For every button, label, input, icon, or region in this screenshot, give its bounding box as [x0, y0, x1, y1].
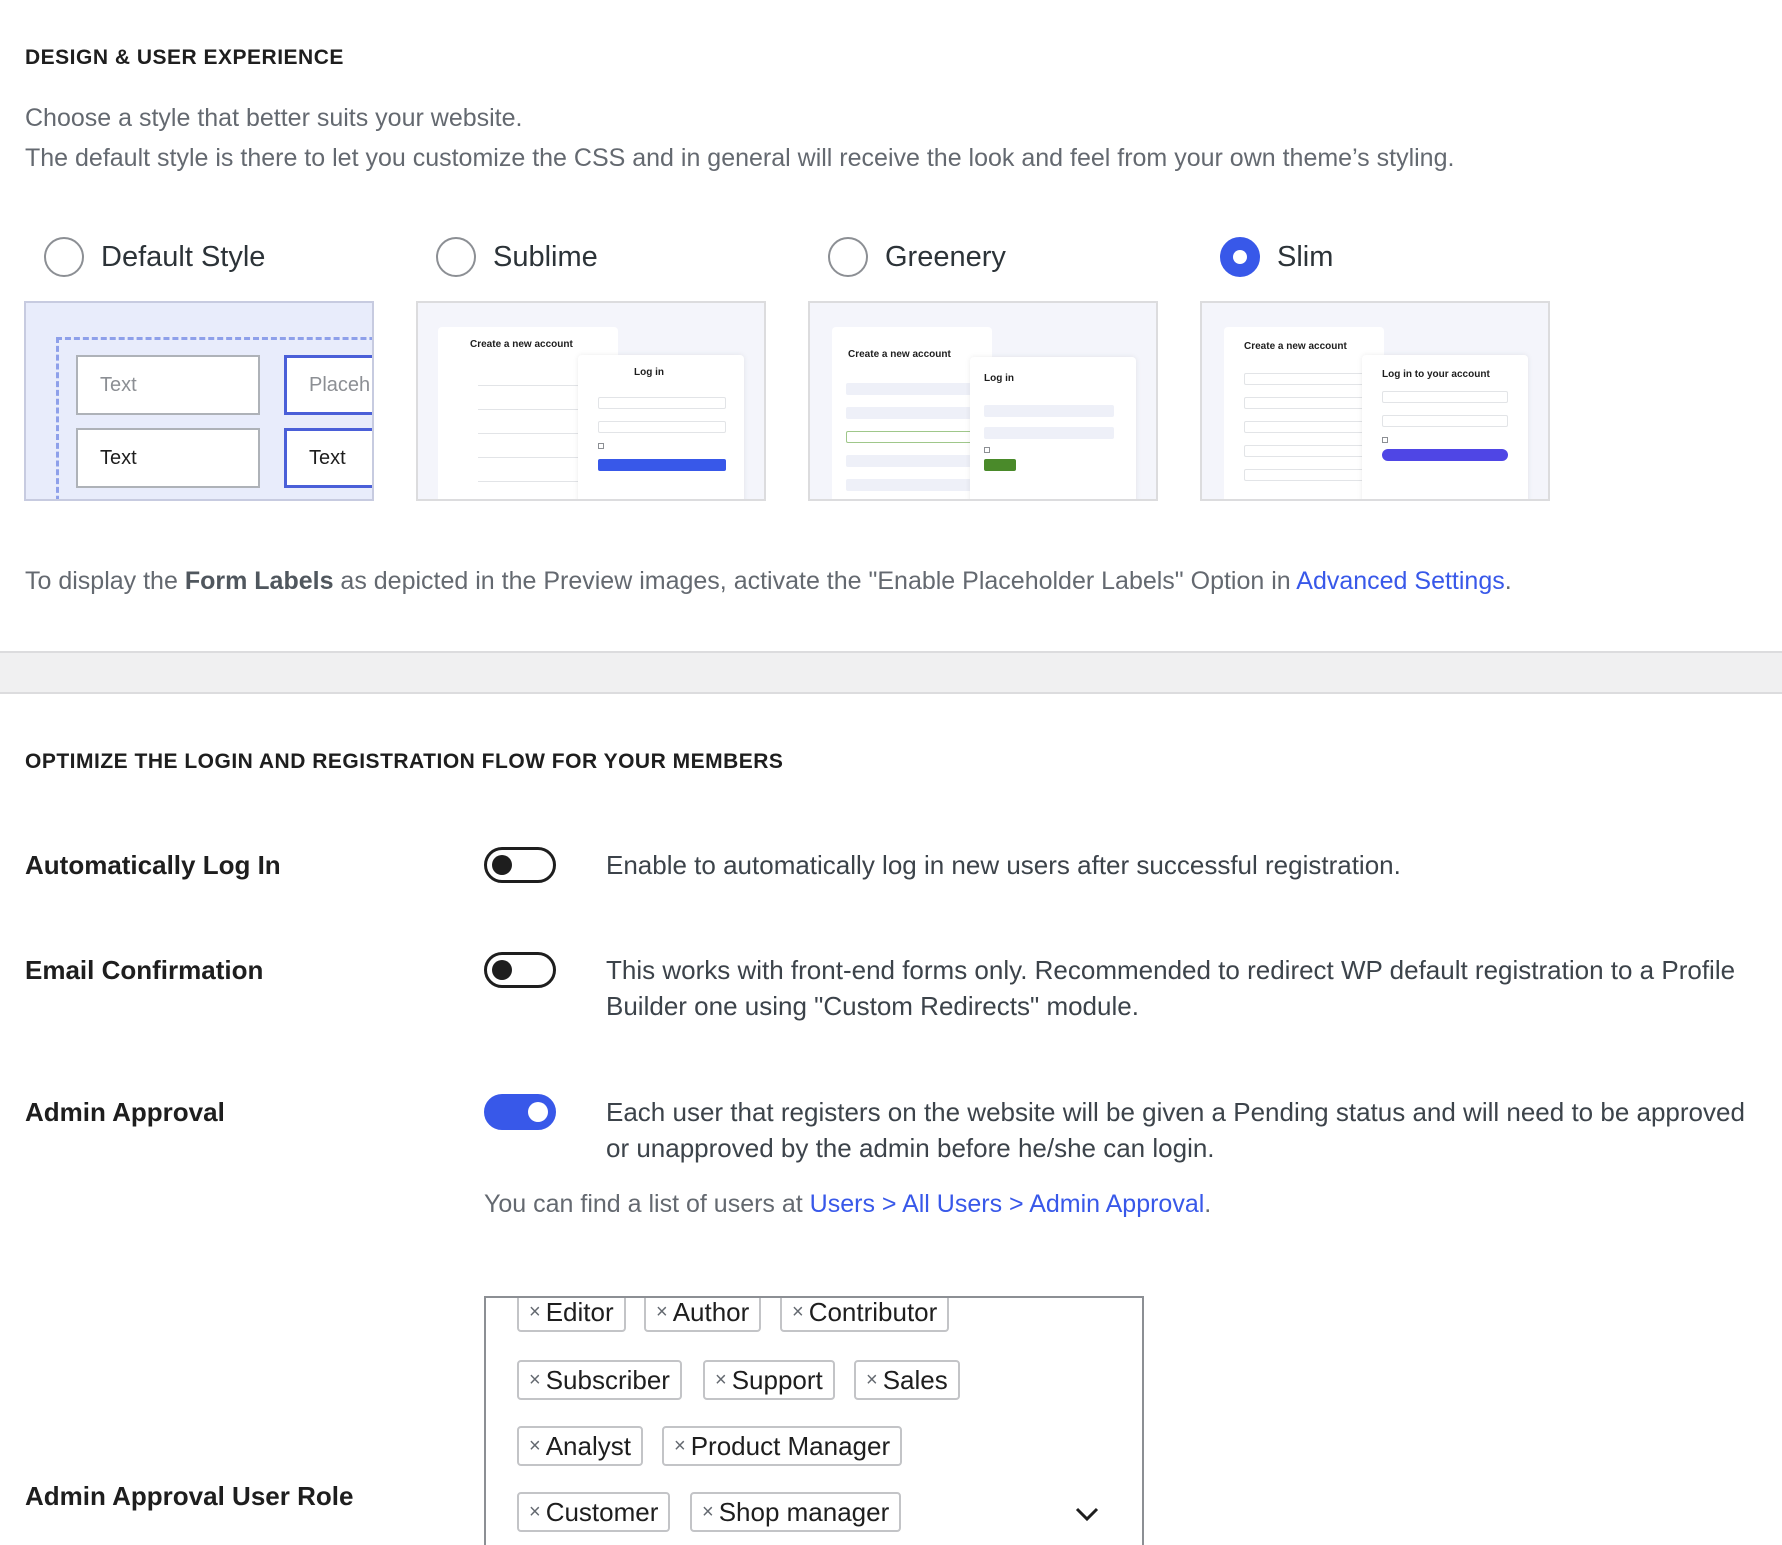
toggle-knob [492, 960, 512, 980]
style-option-label: Default Style [101, 240, 266, 273]
role-tag-label: Analyst [545, 1430, 631, 1461]
user-role-multiselect[interactable] [484, 1296, 1144, 1545]
preview-login-card [970, 357, 1136, 501]
preview-slim[interactable] [1200, 301, 1550, 501]
placeholder-labels-note [25, 567, 1512, 596]
note-text: . [1204, 1190, 1212, 1218]
admin-approval-description: Each user that registers on the website will be given a Pending status and will need to be approved or unapproved by the admin before he/she can login. [606, 1097, 1745, 1163]
radio-greenery[interactable] [828, 237, 868, 277]
role-tag-label: Subscriber [545, 1364, 670, 1395]
role-tag-product-manager [662, 1426, 902, 1466]
preview-field: Placeh [284, 355, 374, 415]
close-icon[interactable]: × [529, 1300, 541, 1323]
role-tag-support [703, 1360, 835, 1400]
role-tag-shop-manager [690, 1492, 901, 1532]
role-tag-analyst [517, 1426, 643, 1466]
role-tag-label: Contributor [808, 1296, 938, 1327]
style-option-label: Greenery [885, 240, 1006, 273]
role-tag-contributor [780, 1296, 949, 1332]
style-option-greenery[interactable] [828, 237, 1006, 277]
style-option-slim[interactable] [1220, 237, 1333, 277]
toggle-knob [492, 855, 512, 875]
preview-register-card [1224, 327, 1384, 501]
role-tag-label: Editor [545, 1296, 614, 1327]
close-icon[interactable]: × [866, 1368, 878, 1391]
design-intro-line1: Choose a style that better suits your website. [25, 104, 523, 132]
radio-sublime[interactable] [436, 237, 476, 277]
role-tag-label: Support [731, 1364, 823, 1395]
role-tag-label: Author [672, 1296, 750, 1327]
admin-approval-users-link[interactable]: Users > All Users > Admin Approval [809, 1190, 1205, 1218]
preview-register-title: Create a new account [470, 339, 573, 350]
preview-login-title: Log in [984, 373, 1014, 384]
advanced-settings-link[interactable]: Advanced Settings [1296, 567, 1505, 595]
design-section-title: DESIGN & USER EXPERIENCE [25, 46, 344, 69]
style-option-sublime[interactable] [436, 237, 598, 277]
close-icon[interactable]: × [715, 1368, 727, 1391]
note-text: . [1504, 567, 1512, 595]
role-tag-label: Sales [882, 1364, 948, 1395]
role-tag-subscriber [517, 1360, 682, 1400]
chevron-down-icon[interactable] [1072, 1504, 1102, 1524]
preview-field: Text [76, 355, 260, 415]
preview-login-title: Log in to your account [1382, 369, 1490, 380]
close-icon[interactable]: × [529, 1434, 541, 1457]
role-tag-author [644, 1296, 761, 1332]
admin-approval-note [484, 1190, 1211, 1219]
note-bold: Form Labels [184, 567, 334, 595]
email-confirmation-label: Email Confirmation [25, 955, 264, 985]
note-text: as depicted in the Preview images, activate the "Enable Placeholder Labels" Option in [333, 567, 1297, 595]
auto-login-description: Enable to automatically log in new users after successful registration. [606, 850, 1401, 880]
toggle-knob [528, 1102, 548, 1122]
role-tag-label: Customer [545, 1496, 659, 1527]
close-icon[interactable]: × [702, 1500, 714, 1523]
role-tag-sales [854, 1360, 960, 1400]
radio-default-style[interactable] [44, 237, 84, 277]
preview-greenery[interactable] [808, 301, 1158, 501]
note-text: You can find a list of users at [484, 1190, 810, 1218]
preview-field: Text [76, 428, 260, 488]
design-intro [25, 98, 1454, 178]
style-option-label: Sublime [493, 240, 598, 273]
role-tag-label: Product Manager [690, 1430, 891, 1461]
email-confirmation-toggle[interactable] [484, 952, 556, 988]
admin-approval-toggle[interactable] [484, 1094, 556, 1130]
role-tag-editor [517, 1296, 626, 1332]
close-icon[interactable]: × [529, 1500, 541, 1523]
flow-section-title: OPTIMIZE THE LOGIN AND REGISTRATION FLOW FOR YOUR MEMBERS [25, 750, 784, 773]
radio-slim[interactable] [1220, 237, 1260, 277]
close-icon[interactable]: × [529, 1368, 541, 1391]
style-option-default[interactable] [44, 237, 265, 277]
preview-default-style[interactable] [24, 301, 374, 501]
note-text: To display the [25, 567, 185, 595]
close-icon[interactable]: × [656, 1300, 668, 1323]
preview-login-title: Log in [634, 367, 664, 378]
preview-register-title: Create a new account [848, 349, 951, 360]
role-tag-label: Shop manager [718, 1496, 890, 1527]
preview-login-card [1362, 355, 1528, 501]
style-option-label: Slim [1277, 240, 1334, 273]
admin-approval-label: Admin Approval [25, 1097, 225, 1127]
close-icon[interactable]: × [674, 1434, 686, 1457]
preview-sublime[interactable] [416, 301, 766, 501]
preview-register-card [832, 327, 992, 501]
section-divider [0, 651, 1782, 694]
auto-login-label: Automatically Log In [25, 850, 281, 880]
close-icon[interactable]: × [792, 1300, 804, 1323]
admin-approval-user-role-label: Admin Approval User Role [25, 1481, 354, 1511]
design-intro-line2: The default style is there to let you customize the CSS and in general will receive the look and feel from your own theme’s styling. [25, 144, 1455, 172]
email-confirmation-description: This works with front-end forms only. Recommended to redirect WP default registration to a Profile Builder one using "Custom Redirects" module. [606, 955, 1736, 1021]
role-tag-customer [517, 1492, 670, 1532]
preview-login-card [578, 355, 744, 501]
auto-login-toggle[interactable] [484, 847, 556, 883]
preview-field: Text [284, 428, 374, 488]
preview-register-title: Create a new account [1244, 341, 1347, 352]
